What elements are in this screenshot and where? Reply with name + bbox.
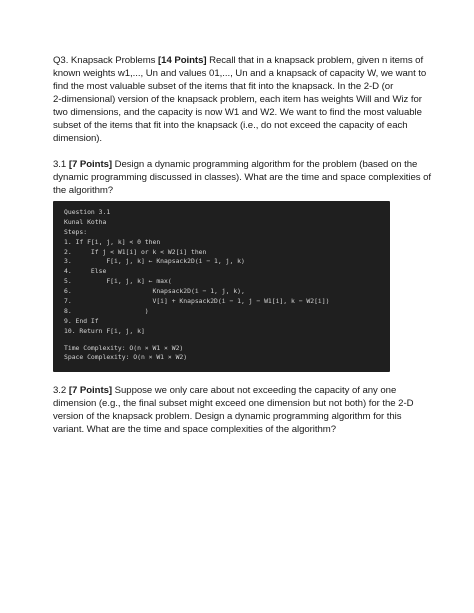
points-label: [7 Points] <box>68 385 113 396</box>
code-line: 6. Knapsack2D(i − 1, j, k), <box>64 287 245 296</box>
code-line: 8. ) <box>64 306 149 315</box>
code-line <box>64 337 390 344</box>
paragraph-line: the algorithm? <box>53 185 114 196</box>
paragraph-line: 3.1 [7 Points] Design a dynamic programming algorithm for the problem (based on the <box>53 159 418 170</box>
paragraph-line: dynamic programming discussed in classes). What are the time and space complexities of <box>53 172 432 183</box>
paragraph-line: Q3. Knapsack Problems [14 Points] Recall that in a knapsack problem, given n items of <box>53 55 424 66</box>
paragraph-line: two dimensions, and the capacity is now W1 and W2. We want to find the most valuable <box>53 107 422 118</box>
code-line: Question 3.1 <box>64 208 111 216</box>
code-block <box>53 201 390 372</box>
code-line: 4. Else <box>64 267 107 276</box>
paragraph-line: known weights w1,..., Un and values 01,..., Un and a knapsack of capacity W, we want to <box>53 68 427 79</box>
paragraph-line: 2-dimensional) version of the knapsack problem, each item has weights Will and Wiz for <box>53 94 422 105</box>
code-line: 7. V[i] + Knapsack2D(i − 1, j − W1[i], k − W2[i]) <box>64 297 330 306</box>
code-line: 3. F[i, j, k] ← Knapsack2D(i − 1, j, k) <box>64 257 245 266</box>
paragraph-line: version of the knapsack problem. Design a dynamic programming algorithm for this <box>53 411 402 422</box>
code-line: Kunal Kotha <box>64 217 107 226</box>
paragraph-line: variant. What are the time and space complexities of the algorithm? <box>53 424 337 435</box>
code-line: 2. If j < W1[i] or k < W2[i] then <box>64 247 207 256</box>
question-3-1-paragraph <box>53 158 432 197</box>
code-line: 5. F[i, j, k] ← max( <box>64 277 172 286</box>
paragraph-line: dimension). <box>53 133 103 144</box>
paragraph-line: find the most valuable subset of the items that fit into the knapsack. In the 2-D (or <box>53 81 394 92</box>
paragraph-line: subset of the items that fit into the knapsack (i.e., do not exceed the capacity of each <box>53 120 408 131</box>
code-line: 10. Return F[i, j, k] <box>64 326 145 335</box>
paragraph-line: dimension (e.g., the final subset might exceed one dimension but not both) for the 2-D <box>53 398 414 409</box>
code-line: Space Complexity: O(n × W1 × W2) <box>64 353 188 362</box>
code-line: Time Complexity: O(n × W1 × W2) <box>64 343 184 352</box>
code-line: 9. End If <box>64 316 99 325</box>
points-label: [14 Points] <box>158 55 207 66</box>
paragraph-line: 3.2 [7 Points] Suppose we only care about not exceeding the capacity of any one <box>53 385 397 396</box>
code-line: 1. If F[i, j, k] < 0 then <box>64 237 161 246</box>
code-line: Steps: <box>64 227 88 236</box>
points-label: [7 Points] <box>68 159 113 170</box>
question-3-2-paragraph <box>53 384 427 436</box>
question-3-paragraph <box>53 54 427 145</box>
